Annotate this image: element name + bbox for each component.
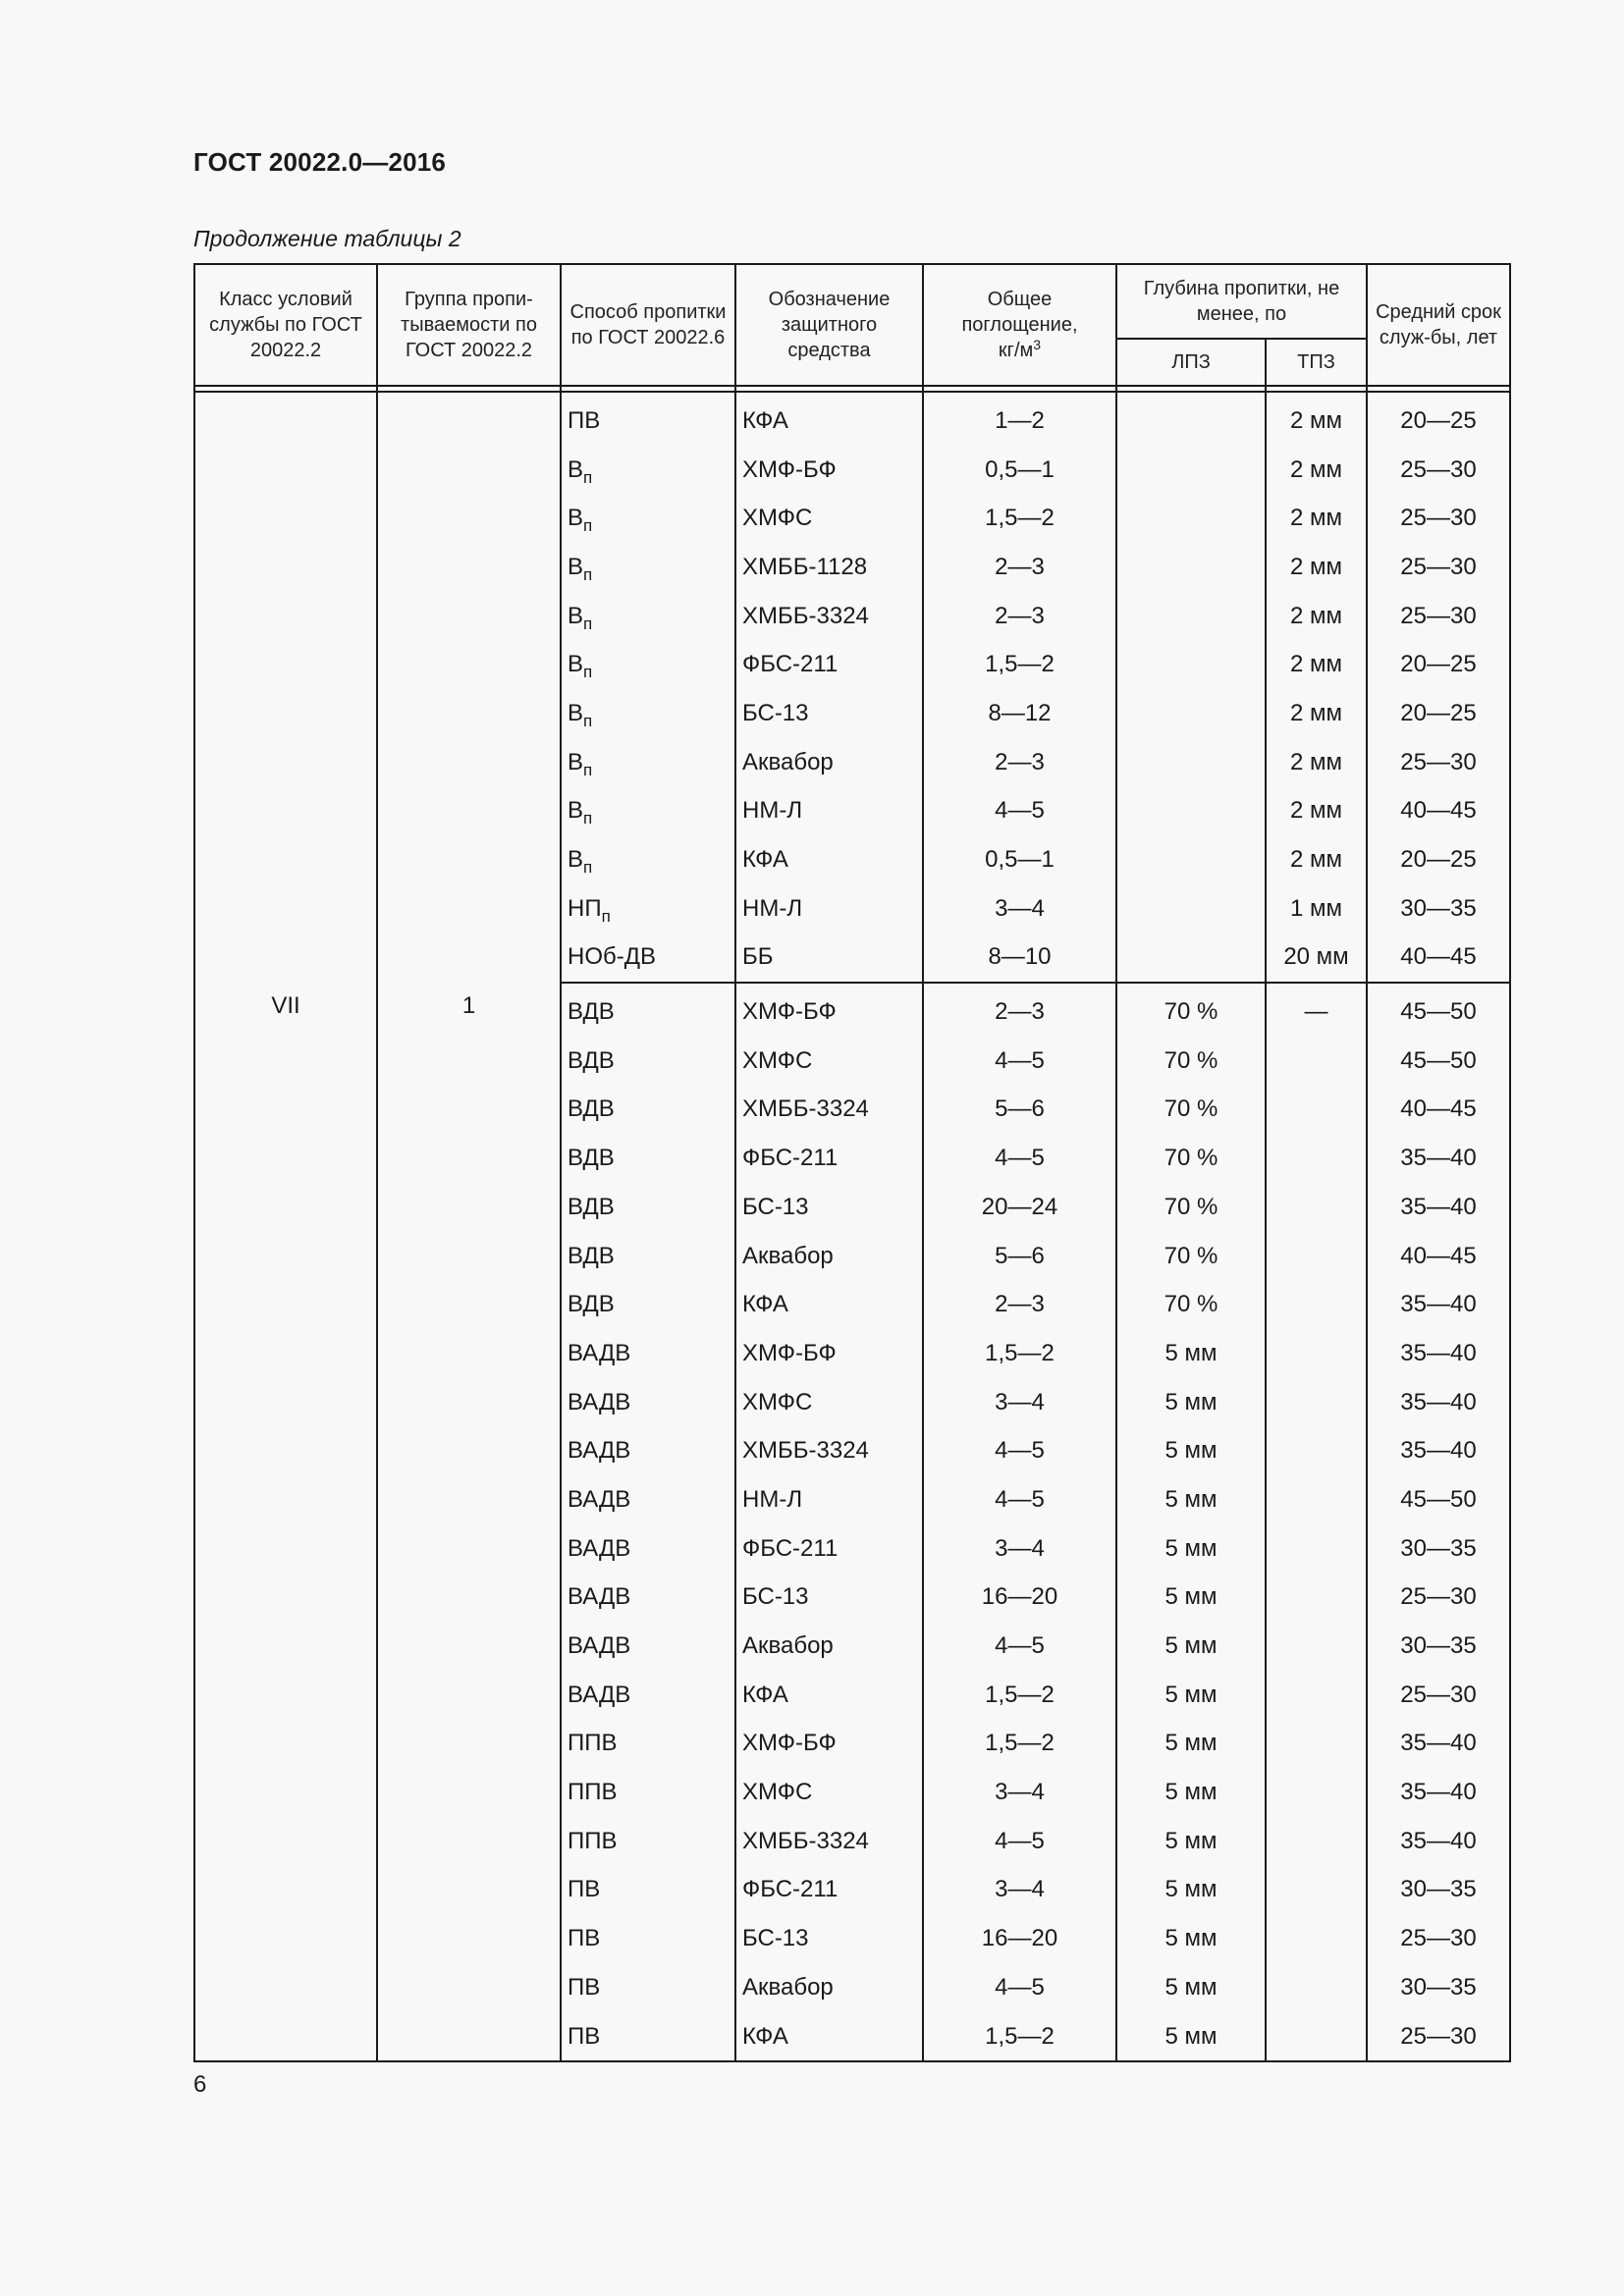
cell-method (561, 1037, 735, 1086)
cell-absorption: 3—4 (923, 1378, 1116, 1427)
cell-method-text: ПВ (568, 1973, 601, 2001)
cell-method-text: В (568, 699, 584, 726)
cell-method (561, 689, 735, 738)
cell-lpz: 5 мм (1116, 2012, 1266, 2062)
cell-service-life: 45—50 (1367, 983, 1510, 1037)
cell-agent: ФБС-211 (735, 640, 923, 689)
cell-lpz (1116, 835, 1266, 884)
cell-tpz (1266, 1037, 1367, 1086)
cell-absorption: 0,5—1 (923, 835, 1116, 884)
cell-method (561, 1574, 735, 1623)
cell-method-text: ВАДВ (568, 1681, 631, 1708)
cell-method-text: В (568, 797, 584, 825)
cell-absorption: 1—2 (923, 392, 1116, 446)
cell-service-life: 25—30 (1367, 1574, 1510, 1623)
cell-absorption: 3—4 (923, 1866, 1116, 1915)
cell-service-life: 25—30 (1367, 1914, 1510, 1963)
cell-tpz: 2 мм (1266, 835, 1367, 884)
cell-absorption: 4—5 (923, 1037, 1116, 1086)
cell-lpz: 70 % (1116, 1037, 1266, 1086)
cell-absorption: 4—5 (923, 1134, 1116, 1183)
cell-absorption: 5—6 (923, 1232, 1116, 1281)
cell-absorption: 1,5—2 (923, 1720, 1116, 1769)
cell-tpz (1266, 1671, 1367, 1720)
cell-method-text: НОб-ДВ (568, 943, 656, 971)
cell-method (561, 1183, 735, 1232)
cell-method (561, 1866, 735, 1915)
cell-method-subscript: п (583, 858, 593, 878)
cell-method-text: ВАДВ (568, 1632, 631, 1660)
cell-method (561, 1134, 735, 1183)
cell-method-text: ППВ (568, 1827, 618, 1854)
cell-method (561, 592, 735, 641)
cell-agent: БС-13 (735, 689, 923, 738)
cell-service-life: 25—30 (1367, 543, 1510, 592)
cell-method-text: ВАДВ (568, 1485, 631, 1513)
cell-tpz (1266, 1280, 1367, 1329)
cell-agent: ФБС-211 (735, 1866, 923, 1915)
cell-tpz (1266, 1524, 1367, 1574)
cell-agent: НМ-Л (735, 884, 923, 934)
cell-agent: ХМФС (735, 1037, 923, 1086)
cell-absorption: 4—5 (923, 1622, 1116, 1671)
header-tpz: ТПЗ (1266, 339, 1367, 386)
cell-tpz (1266, 1622, 1367, 1671)
cell-service-life: 25—30 (1367, 494, 1510, 543)
cell-service-class (194, 392, 377, 983)
cell-agent: ХМББ-3324 (735, 592, 923, 641)
cell-absorption: 4—5 (923, 1817, 1116, 1866)
cell-tpz: 2 мм (1266, 494, 1367, 543)
cell-agent: ХМББ-3324 (735, 1086, 923, 1135)
cell-lpz (1116, 592, 1266, 641)
cell-tpz: 2 мм (1266, 392, 1367, 446)
cell-lpz (1116, 543, 1266, 592)
cell-absorption: 1,5—2 (923, 494, 1116, 543)
cell-absorption: 5—6 (923, 1086, 1116, 1135)
cell-method (561, 835, 735, 884)
cell-absorption: 2—3 (923, 1280, 1116, 1329)
cell-absorption: 0,5—1 (923, 446, 1116, 495)
cell-method-text: В (568, 748, 584, 775)
cell-agent: ХМББ-3324 (735, 1817, 923, 1866)
cell-lpz: 5 мм (1116, 1574, 1266, 1623)
cell-tpz: 2 мм (1266, 738, 1367, 787)
cell-lpz (1116, 689, 1266, 738)
cell-agent: Аквабор (735, 738, 923, 787)
cell-tpz (1266, 1574, 1367, 1623)
cell-service-life: 20—25 (1367, 689, 1510, 738)
cell-tpz (1266, 1329, 1367, 1378)
cell-method-subscript: п (583, 614, 593, 633)
cell-service-life: 35—40 (1367, 1378, 1510, 1427)
cell-lpz (1116, 392, 1266, 446)
cell-agent: БС-13 (735, 1183, 923, 1232)
document-title: ГОСТ 20022.0—2016 (193, 147, 447, 177)
cell-service-life: 20—25 (1367, 640, 1510, 689)
cell-absorption: 16—20 (923, 1574, 1116, 1623)
cell-lpz: 70 % (1116, 983, 1266, 1037)
cell-service-life: 30—35 (1367, 1524, 1510, 1574)
cell-lpz: 5 мм (1116, 1378, 1266, 1427)
cell-method-text: ВДВ (568, 1145, 615, 1172)
cell-method (561, 1622, 735, 1671)
cell-service-life: 35—40 (1367, 1183, 1510, 1232)
cell-tpz: 2 мм (1266, 640, 1367, 689)
cell-service-life: 20—25 (1367, 392, 1510, 446)
cell-agent: НМ-Л (735, 787, 923, 836)
header-service-life: Средний срок служ-бы, лет (1367, 264, 1510, 386)
cell-service-life: 35—40 (1367, 1280, 1510, 1329)
cell-method (561, 1524, 735, 1574)
cell-absorption: 8—10 (923, 934, 1116, 984)
cell-method (561, 983, 735, 1037)
cell-agent: КФА (735, 1671, 923, 1720)
cell-agent: КФА (735, 835, 923, 884)
header-absorption (923, 264, 1116, 386)
cell-agent: ББ (735, 934, 923, 984)
cell-agent: ХМФС (735, 1378, 923, 1427)
header-service-class: Класс условий службы по ГОСТ 20022.2 (194, 264, 377, 386)
cell-method-text: ППВ (568, 1730, 618, 1757)
cell-method (561, 1475, 735, 1524)
cell-method (561, 1329, 735, 1378)
cell-agent: КФА (735, 392, 923, 446)
cell-method (561, 494, 735, 543)
header-method: Способ пропитки по ГОСТ 20022.6 (561, 264, 735, 386)
cell-lpz: 5 мм (1116, 1524, 1266, 1574)
cell-agent: Аквабор (735, 1232, 923, 1281)
cell-method-text: ВДВ (568, 1193, 615, 1220)
cell-service-life: 25—30 (1367, 592, 1510, 641)
table-row (194, 983, 1510, 1037)
cell-lpz: 5 мм (1116, 1329, 1266, 1378)
cell-method (561, 1914, 735, 1963)
cell-lpz: 70 % (1116, 1086, 1266, 1135)
header-absorption-unit-sup: 3 (1033, 337, 1042, 352)
cell-method (561, 1280, 735, 1329)
cell-method (561, 392, 735, 446)
cell-absorption: 1,5—2 (923, 2012, 1116, 2062)
cell-tpz (1266, 1914, 1367, 1963)
cell-method-text: В (568, 846, 584, 874)
cell-lpz: 5 мм (1116, 1622, 1266, 1671)
header-lpz: ЛПЗ (1116, 339, 1266, 386)
cell-method-text: ПВ (568, 406, 601, 434)
cell-lpz: 5 мм (1116, 1817, 1266, 1866)
cell-absorption: 2—3 (923, 983, 1116, 1037)
cell-tpz (1266, 1817, 1367, 1866)
cell-method-subscript: п (583, 564, 593, 584)
cell-tpz (1266, 1086, 1367, 1135)
cell-method (561, 934, 735, 984)
cell-absorption: 4—5 (923, 1963, 1116, 2012)
cell-agent: ФБС-211 (735, 1134, 923, 1183)
cell-tpz: 2 мм (1266, 787, 1367, 836)
cell-lpz: 5 мм (1116, 1963, 1266, 2012)
cell-agent: Аквабор (735, 1963, 923, 2012)
table-header (194, 264, 1510, 386)
cell-agent: ХМФС (735, 1768, 923, 1817)
cell-method-text: ПВ (568, 1876, 601, 1903)
cell-method-text: В (568, 553, 584, 580)
cell-absorption: 8—12 (923, 689, 1116, 738)
cell-agent: НМ-Л (735, 1475, 923, 1524)
cell-method (561, 1720, 735, 1769)
cell-method-text: ВАДВ (568, 1583, 631, 1611)
table-body (194, 386, 1510, 2061)
impregnation-table (193, 263, 1511, 2062)
cell-method-subscript: п (601, 906, 611, 926)
cell-absorption: 3—4 (923, 1768, 1116, 1817)
cell-method-text: В (568, 651, 584, 678)
cell-agent: ФБС-211 (735, 1524, 923, 1574)
cell-tpz (1266, 1232, 1367, 1281)
cell-service-life: 40—45 (1367, 787, 1510, 836)
header-depth: Глубина пропитки, не менее, по (1116, 264, 1367, 339)
cell-method (561, 446, 735, 495)
cell-tpz (1266, 1963, 1367, 2012)
cell-method-text: НП (568, 894, 602, 922)
cell-tpz (1266, 1378, 1367, 1427)
cell-tpz (1266, 1134, 1367, 1183)
cell-absorption: 16—20 (923, 1914, 1116, 1963)
cell-lpz: 5 мм (1116, 1866, 1266, 1915)
cell-service-life: 45—50 (1367, 1037, 1510, 1086)
cell-method (561, 1963, 735, 2012)
cell-service-life: 45—50 (1367, 1475, 1510, 1524)
cell-tpz (1266, 2012, 1367, 2062)
cell-agent: ХМФ-БФ (735, 1329, 923, 1378)
cell-service-life: 40—45 (1367, 1232, 1510, 1281)
cell-method-text: ВДВ (568, 1046, 615, 1074)
cell-method-text: ВДВ (568, 1242, 615, 1269)
cell-lpz: 5 мм (1116, 1720, 1266, 1769)
cell-method (561, 1086, 735, 1135)
cell-service-life: 40—45 (1367, 934, 1510, 984)
cell-service-life: 20—25 (1367, 835, 1510, 884)
cell-service-life: 25—30 (1367, 446, 1510, 495)
cell-method-text: ВДВ (568, 998, 615, 1026)
table-caption: Продолжение таблицы 2 (193, 226, 461, 251)
cell-method (561, 1817, 735, 1866)
cell-tpz: — (1266, 983, 1367, 1037)
cell-absorption: 1,5—2 (923, 640, 1116, 689)
cell-method-text: ВДВ (568, 1095, 615, 1123)
header-impregnability-group: Группа пропи-тываемости по ГОСТ 20022.2 (377, 264, 561, 386)
cell-method-text: ВАДВ (568, 1437, 631, 1465)
cell-service-class: VII (194, 983, 377, 2061)
cell-tpz: 2 мм (1266, 689, 1367, 738)
cell-method (561, 1426, 735, 1475)
cell-tpz: 2 мм (1266, 543, 1367, 592)
cell-agent: ХМББ-1128 (735, 543, 923, 592)
cell-tpz (1266, 1426, 1367, 1475)
cell-method (561, 640, 735, 689)
cell-agent: ХМББ-3324 (735, 1426, 923, 1475)
cell-service-life: 25—30 (1367, 2012, 1510, 2062)
cell-method-text: ППВ (568, 1779, 618, 1806)
cell-impregnability-group (377, 392, 561, 983)
cell-tpz (1266, 1866, 1367, 1915)
cell-method-text: ВАДВ (568, 1339, 631, 1366)
cell-lpz (1116, 787, 1266, 836)
cell-method-text: В (568, 455, 584, 483)
cell-tpz (1266, 1475, 1367, 1524)
cell-impregnability-group: 1 (377, 983, 561, 2061)
cell-lpz (1116, 640, 1266, 689)
cell-agent: ХМФ-БФ (735, 446, 923, 495)
cell-method-text: ПВ (568, 1925, 601, 1952)
cell-method (561, 2012, 735, 2062)
cell-tpz (1266, 1768, 1367, 1817)
cell-service-life: 25—30 (1367, 1671, 1510, 1720)
cell-absorption: 3—4 (923, 1524, 1116, 1574)
cell-agent: ХМФ-БФ (735, 1720, 923, 1769)
cell-method-subscript: п (583, 711, 593, 730)
header-agent: Обозначение защитного средства (735, 264, 923, 386)
cell-service-life: 25—30 (1367, 738, 1510, 787)
cell-tpz: 20 мм (1266, 934, 1367, 984)
cell-lpz (1116, 494, 1266, 543)
cell-method (561, 1232, 735, 1281)
cell-tpz (1266, 1183, 1367, 1232)
cell-absorption: 2—3 (923, 543, 1116, 592)
cell-method-text: ПВ (568, 2022, 601, 2050)
cell-service-life: 30—35 (1367, 1622, 1510, 1671)
cell-lpz: 70 % (1116, 1134, 1266, 1183)
cell-method-subscript: п (583, 760, 593, 779)
cell-agent: КФА (735, 2012, 923, 2062)
cell-agent: БС-13 (735, 1914, 923, 1963)
cell-absorption: 4—5 (923, 1426, 1116, 1475)
cell-method-text: ВДВ (568, 1291, 615, 1318)
cell-service-life: 35—40 (1367, 1426, 1510, 1475)
cell-service-life: 40—45 (1367, 1086, 1510, 1135)
cell-agent: ХМФ-БФ (735, 983, 923, 1037)
header-absorption-label: Общее поглощение, (961, 289, 1078, 336)
cell-method-subscript: п (583, 809, 593, 828)
cell-lpz (1116, 884, 1266, 934)
cell-agent: БС-13 (735, 1574, 923, 1623)
cell-absorption: 2—3 (923, 592, 1116, 641)
cell-agent: Аквабор (735, 1622, 923, 1671)
cell-absorption: 2—3 (923, 738, 1116, 787)
cell-absorption: 20—24 (923, 1183, 1116, 1232)
cell-service-life: 35—40 (1367, 1768, 1510, 1817)
cell-service-life: 30—35 (1367, 1866, 1510, 1915)
cell-lpz (1116, 738, 1266, 787)
cell-lpz: 70 % (1116, 1183, 1266, 1232)
cell-lpz: 5 мм (1116, 1475, 1266, 1524)
cell-service-life: 30—35 (1367, 884, 1510, 934)
cell-method-subscript: п (583, 516, 593, 536)
cell-method (561, 1671, 735, 1720)
page-number: 6 (193, 2071, 207, 2098)
cell-service-life: 30—35 (1367, 1963, 1510, 2012)
table-row (194, 392, 1510, 446)
cell-absorption: 1,5—2 (923, 1671, 1116, 1720)
cell-method (561, 543, 735, 592)
cell-method-text: ВАДВ (568, 1534, 631, 1562)
cell-method-text: В (568, 602, 584, 629)
cell-method-subscript: п (583, 467, 593, 487)
cell-service-life: 35—40 (1367, 1329, 1510, 1378)
cell-tpz (1266, 1720, 1367, 1769)
cell-agent: КФА (735, 1280, 923, 1329)
cell-lpz (1116, 934, 1266, 984)
cell-service-life: 35—40 (1367, 1720, 1510, 1769)
cell-lpz: 70 % (1116, 1280, 1266, 1329)
cell-method (561, 787, 735, 836)
header-absorption-unit: кг/м (998, 340, 1034, 361)
cell-lpz: 5 мм (1116, 1914, 1266, 1963)
cell-tpz: 2 мм (1266, 446, 1367, 495)
cell-service-life: 35—40 (1367, 1134, 1510, 1183)
cell-lpz: 5 мм (1116, 1768, 1266, 1817)
cell-method (561, 1378, 735, 1427)
cell-method (561, 738, 735, 787)
cell-agent: ХМФС (735, 494, 923, 543)
cell-method-text: ВАДВ (568, 1388, 631, 1415)
cell-lpz: 70 % (1116, 1232, 1266, 1281)
cell-tpz: 2 мм (1266, 592, 1367, 641)
cell-tpz: 1 мм (1266, 884, 1367, 934)
cell-absorption: 1,5—2 (923, 1329, 1116, 1378)
cell-lpz (1116, 446, 1266, 495)
cell-lpz: 5 мм (1116, 1671, 1266, 1720)
cell-absorption: 4—5 (923, 1475, 1116, 1524)
cell-method (561, 1768, 735, 1817)
cell-method-text: В (568, 505, 584, 532)
cell-service-life: 35—40 (1367, 1817, 1510, 1866)
cell-method-subscript: п (583, 663, 593, 682)
cell-absorption: 3—4 (923, 884, 1116, 934)
cell-lpz: 5 мм (1116, 1426, 1266, 1475)
cell-method (561, 884, 735, 934)
cell-absorption: 4—5 (923, 787, 1116, 836)
